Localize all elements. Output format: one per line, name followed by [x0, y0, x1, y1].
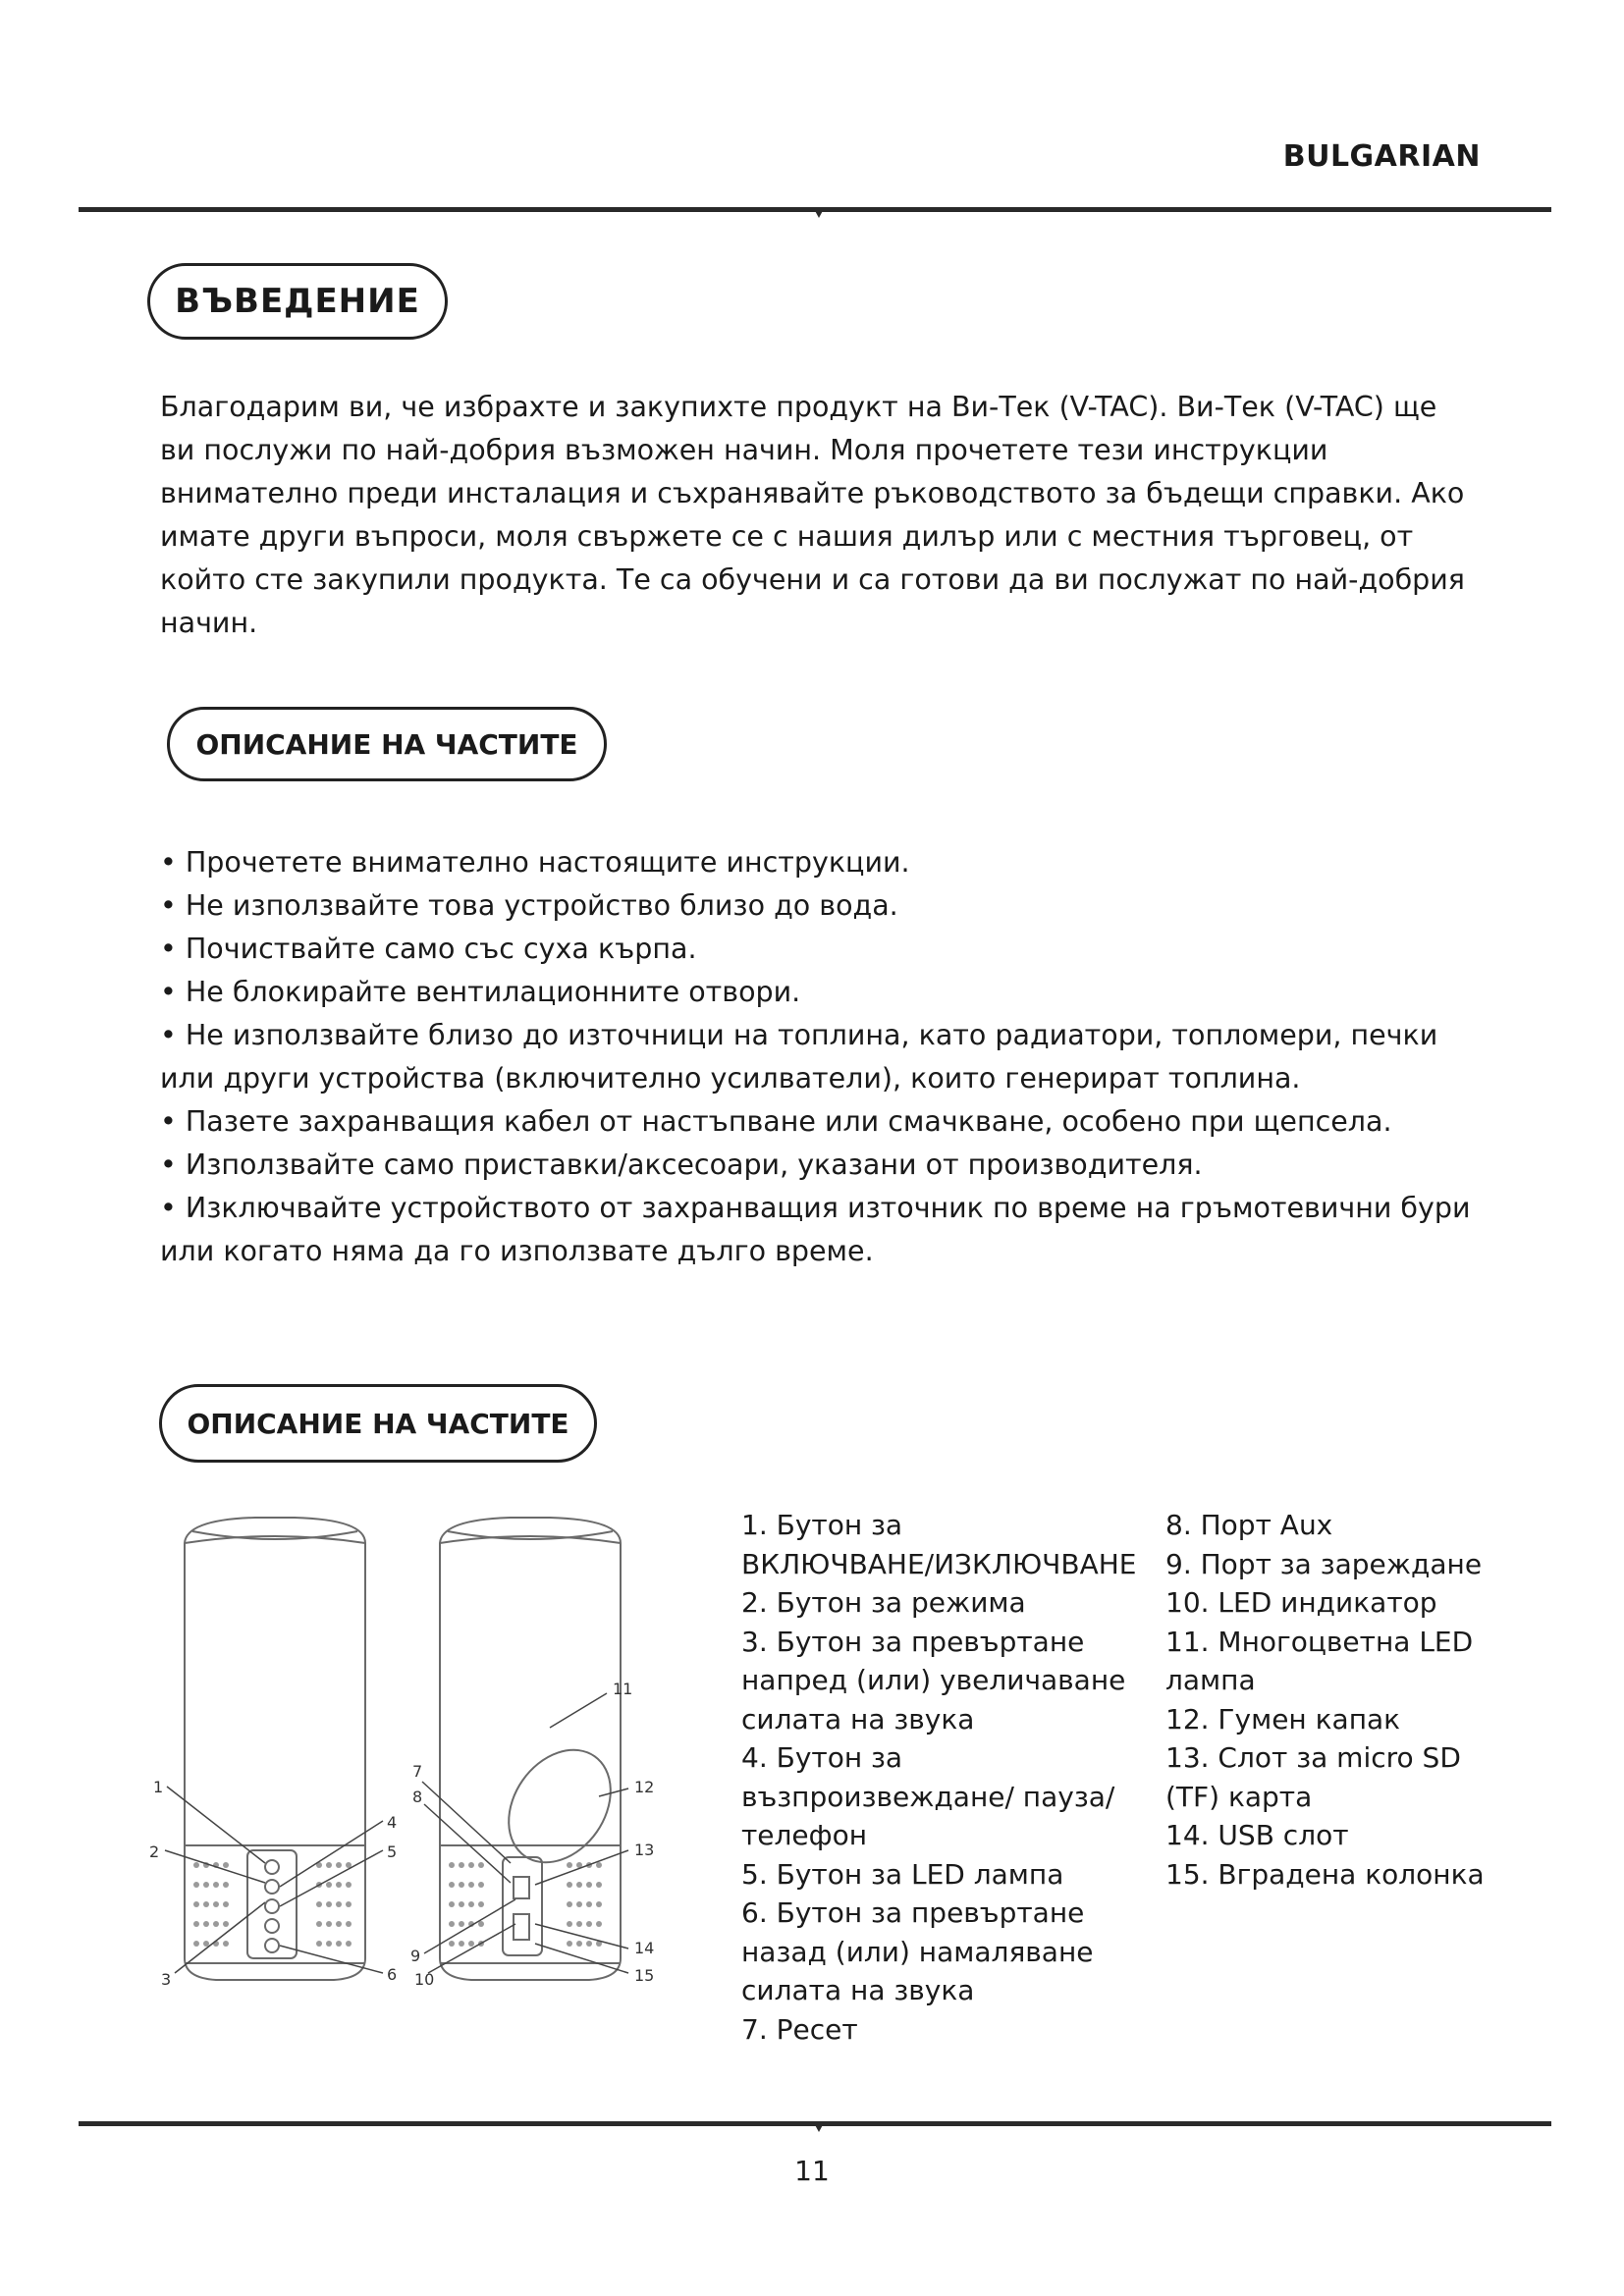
callout-13: 13: [634, 1841, 655, 1859]
parts-line: 10. LED индикатор: [1165, 1586, 1437, 1619]
parts-line: 8. Порт Aux: [1165, 1509, 1333, 1541]
parts-line: силата на звука: [741, 1974, 975, 2006]
parts-list-right: [1165, 1506, 1485, 1894]
parts-line: (TF) карта: [1165, 1780, 1313, 1813]
page-number: 11: [794, 2155, 830, 2187]
safety-line: • Не използвайте това устройство близо до вода.: [160, 889, 898, 922]
callout-3: 3: [161, 1970, 172, 1989]
parts-line: телефон: [741, 1819, 868, 1851]
callout-14: 14: [634, 1939, 655, 1957]
parts-line: 2. Бутон за режима: [741, 1586, 1026, 1619]
parts-line: 6. Бутон за превъртане: [741, 1896, 1085, 1929]
parts-line: 13. Слот за micro SD: [1165, 1741, 1461, 1774]
callout-7: 7: [412, 1762, 423, 1781]
callout-11: 11: [613, 1680, 633, 1698]
callout-12: 12: [634, 1778, 655, 1796]
callout-1: 1: [153, 1778, 164, 1796]
parts-line: ВКЛЮЧВАНЕ/ИЗКЛЮЧВАНЕ: [741, 1547, 1137, 1580]
callout-5: 5: [387, 1842, 398, 1861]
parts-line: 5. Бутон за LED лампа: [741, 1857, 1064, 1891]
parts-line: 1. Бутон за: [741, 1509, 903, 1541]
language-label: BULGARIAN: [1282, 139, 1481, 174]
intro-line: начин.: [160, 607, 258, 639]
safety-heading: ОПИСАНИЕ НА ЧАСТИТЕ: [167, 707, 607, 781]
speaker-back-view: [440, 1518, 631, 1980]
callout-8: 8: [412, 1788, 423, 1806]
callout-6: 6: [387, 1965, 398, 1984]
top-divider: [79, 200, 1551, 222]
safety-line: или когато няма да го използвате дълго време.: [160, 1235, 874, 1267]
parts-line: 11. Многоцветна LED: [1165, 1625, 1474, 1658]
parts-heading: ОПИСАНИЕ НА ЧАСТИТЕ: [159, 1384, 597, 1463]
parts-line: 4. Бутон за: [741, 1741, 903, 1774]
intro-line: който сте закупили продукта. Те са обучени и са готови да ви послужат по най-добрия: [160, 563, 1465, 596]
safety-line: • Не използвайте близо до източници на топлина, като радиатори, топломери, печки: [160, 1019, 1438, 1051]
speaker-diagram: [137, 1512, 697, 2012]
safety-line: • Пазете захранващия кабел от настъпване или смачкване, особено при щепсела.: [160, 1105, 1392, 1138]
parts-line: възпроизвеждане/ пауза/: [741, 1780, 1115, 1813]
safety-line: • Изключвайте устройството от захранващия източник по време на гръмотевични бури: [160, 1192, 1471, 1224]
callout-15: 15: [634, 1966, 655, 1985]
intro-line: ви послужи по най-добрия възможен начин. Моля прочетете тези инструкции: [160, 434, 1328, 466]
parts-line: силата на звука: [741, 1702, 975, 1735]
speaker-front-view: [185, 1518, 365, 1980]
bottom-divider: [79, 2114, 1551, 2136]
parts-line: 15. Вградена колонка: [1165, 1857, 1485, 1891]
parts-line: 7. Ресет: [741, 2012, 858, 2046]
safety-line: или други устройства (включително усилватели), които генерират топлина.: [160, 1062, 1301, 1095]
parts-line: назад (или) намаляване: [741, 1935, 1094, 1968]
safety-line: • Почиствайте само със суха кърпа.: [160, 933, 697, 965]
safety-line: • Не блокирайте вентилационните отвори.: [160, 976, 801, 1008]
intro-line: Благодарим ви, че избрахте и закупихте продукт на Ви-Тек (V-TAC). Ви-Тек (V-TAC) ще: [160, 391, 1437, 423]
intro-line: внимателно преди инсталация и съхранявайте ръководството за бъдещи справки. Ако: [160, 477, 1465, 509]
parts-line: 3. Бутон за превъртане: [741, 1625, 1085, 1658]
parts-line: лампа: [1165, 1664, 1256, 1696]
callout-9: 9: [410, 1947, 421, 1965]
callout-2: 2: [149, 1842, 160, 1861]
intro-line: имате други въпроси, моля свържете се с нашия дилър или с местния търговец, от: [160, 520, 1414, 553]
parts-line: 14. USB слот: [1165, 1819, 1349, 1851]
callout-4: 4: [387, 1813, 398, 1832]
safety-line: • Използвайте само приставки/аксесоари, указани от производителя.: [160, 1148, 1203, 1181]
callout-10: 10: [414, 1970, 435, 1989]
safety-line: • Прочетете внимателно настоящите инструкции.: [160, 846, 910, 879]
parts-list-left: [741, 1506, 1136, 2049]
parts-line: 12. Гумен капак: [1165, 1702, 1401, 1735]
parts-line: напред (или) увеличаване: [741, 1664, 1126, 1696]
safety-list: [160, 841, 1476, 1273]
intro-heading: ВЪВЕДЕНИЕ: [147, 263, 448, 340]
parts-line: 9. Порт за зареждане: [1165, 1547, 1483, 1580]
intro-paragraph: [160, 386, 1476, 645]
